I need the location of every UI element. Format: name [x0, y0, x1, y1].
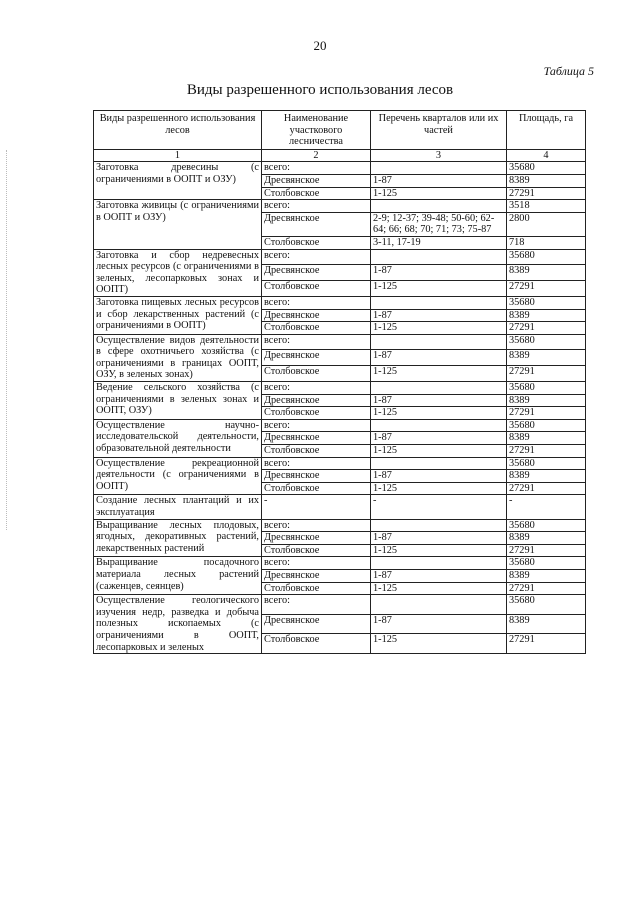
forestry-cell: Столбовское — [262, 544, 371, 557]
area-cell: 35680 — [507, 595, 586, 615]
quarters-cell: 1-87 — [371, 394, 507, 407]
area-cell: 35680 — [507, 296, 586, 309]
table-row — [94, 200, 586, 213]
forestry-cell: Дресвянское — [262, 265, 371, 281]
quarters-cell: 1-87 — [371, 470, 507, 483]
quarters-cell: 1-125 — [371, 407, 507, 420]
area-cell: 35680 — [507, 334, 586, 350]
area-cell: 8389 — [507, 265, 586, 281]
forestry-cell: всего: — [262, 519, 371, 532]
quarters-cell: 1-87 — [371, 532, 507, 545]
quarters-cell: 3-11, 17-19 — [371, 236, 507, 249]
area-cell: 8389 — [507, 394, 586, 407]
area-cell: 27291 — [507, 544, 586, 557]
activity-cell: Заготовка древесины (с ограничениями в ООПТ и ОЗУ) — [94, 162, 262, 200]
forestry-cell: Дресвянское — [262, 470, 371, 483]
forestry-cell: Дресвянское — [262, 394, 371, 407]
quarters-cell — [371, 296, 507, 309]
activity-cell: Выращивание лесных плодовых, ягодных, декоративных растений, лекарственных растений — [94, 519, 262, 557]
table-row — [94, 334, 586, 350]
forestry-cell: Дресвянское — [262, 432, 371, 445]
table-row — [94, 457, 586, 470]
forestry-cell: всего: — [262, 419, 371, 432]
quarters-cell: 1-125 — [371, 445, 507, 458]
quarters-cell: 1-87 — [371, 350, 507, 366]
area-cell: 27291 — [507, 322, 586, 335]
forestry-cell: всего: — [262, 249, 371, 265]
forestry-cell: Дресвянское — [262, 569, 371, 582]
area-cell: 35680 — [507, 557, 586, 570]
column-number: 2 — [262, 149, 371, 162]
header-forestry: Наименование участкового лесничества — [262, 111, 371, 150]
forestry-cell: Столбовское — [262, 366, 371, 382]
quarters-cell — [371, 334, 507, 350]
quarters-cell: 1-125 — [371, 482, 507, 495]
forestry-cell: Дресвянское — [262, 532, 371, 545]
quarters-cell: 1-125 — [371, 281, 507, 297]
area-cell: 8389 — [507, 350, 586, 366]
quarters-cell — [371, 557, 507, 570]
quarters-cell — [371, 419, 507, 432]
forestry-cell: - — [262, 495, 371, 519]
forestry-cell: всего: — [262, 200, 371, 213]
quarters-cell — [371, 162, 507, 175]
forestry-cell: Дресвянское — [262, 614, 371, 634]
column-number: 3 — [371, 149, 507, 162]
header-row — [94, 111, 586, 150]
activity-cell: Выращивание посадочного материала лесных растений (саженцев, сеянцев) — [94, 557, 262, 595]
forestry-cell: всего: — [262, 296, 371, 309]
area-cell: 35680 — [507, 162, 586, 175]
area-cell: 35680 — [507, 457, 586, 470]
forestry-cell: Столбовское — [262, 482, 371, 495]
quarters-cell — [371, 457, 507, 470]
area-cell: 27291 — [507, 482, 586, 495]
column-number: 1 — [94, 149, 262, 162]
quarters-cell: 1-87 — [371, 432, 507, 445]
table-row — [94, 557, 586, 570]
column-number: 4 — [507, 149, 586, 162]
area-cell: 8389 — [507, 569, 586, 582]
forestry-cell: Столбовское — [262, 187, 371, 200]
table-row — [94, 249, 586, 265]
area-cell: 8389 — [507, 432, 586, 445]
table-row — [94, 495, 586, 519]
forestry-cell: Дресвянское — [262, 212, 371, 236]
area-cell: 27291 — [507, 281, 586, 297]
table-body — [94, 162, 586, 654]
activity-cell: Заготовка и сбор недревесных лесных ресурсов (с ограничениями в зеленых, лесопарковых зонах и ООПТ) — [94, 249, 262, 296]
area-cell: 3518 — [507, 200, 586, 213]
forestry-cell: всего: — [262, 557, 371, 570]
page-number: 20 — [313, 38, 327, 53]
forestry-cell: всего: — [262, 382, 371, 395]
forestry-cell: Столбовское — [262, 322, 371, 335]
table-row — [94, 162, 586, 175]
forestry-cell: Столбовское — [262, 407, 371, 420]
quarters-cell: - — [371, 495, 507, 519]
quarters-cell: 1-125 — [371, 634, 507, 654]
forestry-cell: Столбовское — [262, 582, 371, 595]
quarters-cell — [371, 382, 507, 395]
quarters-cell: 2-9; 12-37; 39-48; 50-60; 62-64; 66; 68; 70; 71; 73; 75-87 — [371, 212, 507, 236]
quarters-cell — [371, 595, 507, 615]
activity-cell: Ведение сельского хозяйства (с ограничениями в зеленых зонах и ООПТ, ОЗУ) — [94, 382, 262, 420]
column-number-row — [94, 149, 586, 162]
quarters-cell: 1-87 — [371, 265, 507, 281]
area-cell: 27291 — [507, 366, 586, 382]
header-area: Площадь, га — [507, 111, 586, 150]
area-cell: 27291 — [507, 582, 586, 595]
forestry-cell: всего: — [262, 595, 371, 615]
area-cell: 27291 — [507, 445, 586, 458]
area-cell: 35680 — [507, 519, 586, 532]
area-cell: 8389 — [507, 532, 586, 545]
table-row — [94, 419, 586, 432]
activity-cell: Осуществление рекреационной деятельности (с ограничениями в ООПТ) — [94, 457, 262, 495]
forestry-cell: Столбовское — [262, 236, 371, 249]
area-cell: 2800 — [507, 212, 586, 236]
quarters-cell: 1-87 — [371, 174, 507, 187]
area-cell: 8389 — [507, 174, 586, 187]
quarters-cell: 1-125 — [371, 582, 507, 595]
forestry-cell: Столбовское — [262, 634, 371, 654]
forestry-cell: Дресвянское — [262, 309, 371, 322]
area-cell: 35680 — [507, 419, 586, 432]
quarters-cell: 1-125 — [371, 322, 507, 335]
quarters-cell — [371, 519, 507, 532]
table-row — [94, 296, 586, 309]
area-cell: - — [507, 495, 586, 519]
header-quarters: Перечень кварталов или их частей — [371, 111, 507, 150]
forestry-cell: Дресвянское — [262, 350, 371, 366]
forestry-cell: всего: — [262, 457, 371, 470]
header-activity: Виды разрешенного использования лесов — [94, 111, 262, 150]
quarters-cell: 1-125 — [371, 366, 507, 382]
land-use-table — [93, 110, 586, 654]
forestry-cell: Дресвянское — [262, 174, 371, 187]
area-cell: 27291 — [507, 407, 586, 420]
area-cell: 8389 — [507, 614, 586, 634]
quarters-cell: 1-125 — [371, 544, 507, 557]
quarters-cell: 1-87 — [371, 569, 507, 582]
page-title: Виды разрешенного использования лесов — [186, 82, 454, 98]
area-cell: 8389 — [507, 309, 586, 322]
area-cell: 35680 — [507, 249, 586, 265]
area-cell: 27291 — [507, 634, 586, 654]
quarters-cell — [371, 249, 507, 265]
activity-cell: Создание лесных плантаций и их эксплуатация — [94, 495, 262, 519]
area-cell: 718 — [507, 236, 586, 249]
activity-cell: Заготовка пищевых лесных ресурсов и сбор лекарственных растений (с ограничениями в ООПТ) — [94, 296, 262, 334]
activity-cell: Осуществление видов деятельности в сфере охотничьего хозяйства (с ограничениями в границах ООПТ, ОЗУ, в зеленых зонах) — [94, 334, 262, 381]
area-cell: 35680 — [507, 382, 586, 395]
table-row — [94, 382, 586, 395]
margin-marks — [6, 150, 9, 530]
quarters-cell: 1-87 — [371, 614, 507, 634]
forestry-cell: Столбовское — [262, 445, 371, 458]
quarters-cell: 1-87 — [371, 309, 507, 322]
table-label: Таблица 5 — [543, 64, 594, 78]
table-row — [94, 519, 586, 532]
quarters-cell: 1-125 — [371, 187, 507, 200]
activity-cell: Заготовка живицы (с ограничениями в ООПТ и ОЗУ) — [94, 200, 262, 249]
table-row — [94, 595, 586, 615]
forestry-cell: Столбовское — [262, 281, 371, 297]
area-cell: 8389 — [507, 470, 586, 483]
area-cell: 27291 — [507, 187, 586, 200]
forestry-cell: всего: — [262, 162, 371, 175]
forestry-cell: всего: — [262, 334, 371, 350]
activity-cell: Осуществление научно-исследовательской деятельности, образовательной деятельности — [94, 419, 262, 457]
activity-cell: Осуществление геологического изучения недр, разведка и добыча полезных ископаемых (с ограничениями в ООПТ, лесопарковых и зеленых — [94, 595, 262, 654]
quarters-cell — [371, 200, 507, 213]
